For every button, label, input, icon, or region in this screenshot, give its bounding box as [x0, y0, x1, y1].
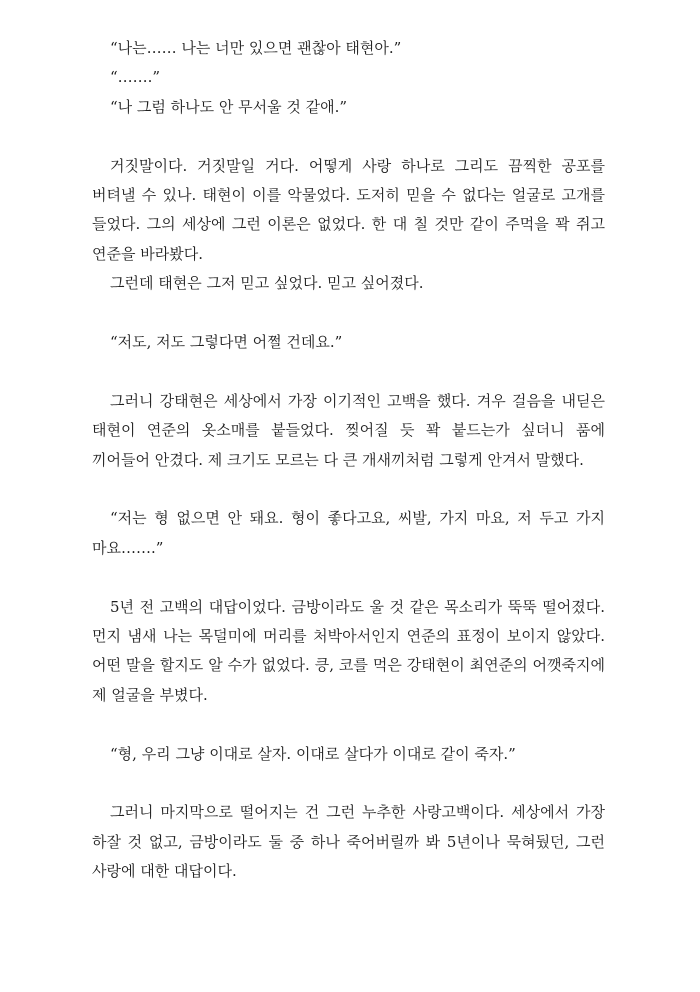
dialogue-line-5: “저는 형 없으면 안 돼요. 형이 좋다고요, 씨발, 가지 마요, 저 두고 가지 마요…….” — [92, 509, 605, 557]
narration-paragraph-3: 그러니 강태현은 세상에서 가장 이기적인 고백을 했다. 겨우 걸음을 내딛은 태현이 연준의 옷소매를 붙들었다. 찢어질 듯 꽉 붙드는가 싶더니 품에 끼어들어 안겼다. 제 크기도 모르는 다 큰 개새끼처럼 그렇게 안겨서 말했다. — [92, 391, 605, 469]
narration-paragraph-5: 그러니 마지막으로 떨어지는 건 그런 누추한 사랑고백이다. 세상에서 가장 하잘 것 없고, 금방이라도 둘 중 하나 죽어버릴까 봐 5년이나 묵혀뒀던, 그런 사랑에 대한 대답이다. — [92, 803, 605, 881]
text-column — [92, 34, 605, 887]
paragraph-spacer — [92, 357, 605, 386]
dialogue-line-6: “형, 우리 그냥 이대로 살자. 이대로 살다가 이대로 같이 죽자.” — [110, 744, 516, 763]
paragraph-spacer — [92, 563, 605, 592]
dialogue-line-4: “저도, 저도 그렇다면 어쩔 건데요.” — [110, 333, 343, 352]
narration-paragraph-1: 거짓말이다. 거짓말일 거다. 어떻게 사랑 하나로 그리도 끔찍한 공포를 버텨낼 수 있나. 태현이 이를 악물었다. 도저히 믿을 수 없다는 얼굴로 고개를 들었다. 그의 세상에 그런 이론은 없었다. 한 대 칠 것만 같이 주먹을 꽉 쥐고 연준을 바라봤다. — [92, 156, 605, 263]
paragraph-spacer — [92, 122, 605, 151]
dialogue-line-2: “…….” — [110, 68, 161, 87]
paragraph-spacer — [92, 769, 605, 798]
narration-paragraph-4: 5년 전 고백의 대답이었다. 금방이라도 울 것 같은 목소리가 뚝뚝 떨어졌다. 먼지 냄새 나는 목덜미에 머리를 처박아서인지 연준의 표정이 보이지 않았다. 어떤 말을 할지도 알 수가 없었다. 킁, 코를 먹은 강태현이 최연준의 어깻죽지에 제 얼굴을 부볐다. — [92, 597, 605, 704]
dialogue-line-3: “나 그럼 하나도 안 무서울 것 같애.” — [110, 97, 348, 116]
dialogue-line-1: “나는…… 나는 너만 있으면 괜찮아 태현아.” — [110, 39, 402, 57]
paragraph-spacer — [92, 475, 605, 504]
paragraph-spacer — [92, 710, 605, 739]
paragraph-spacer — [92, 299, 605, 328]
narration-paragraph-2: 그런데 태현은 그저 믿고 싶었다. 믿고 싶어졌다. — [110, 274, 424, 293]
